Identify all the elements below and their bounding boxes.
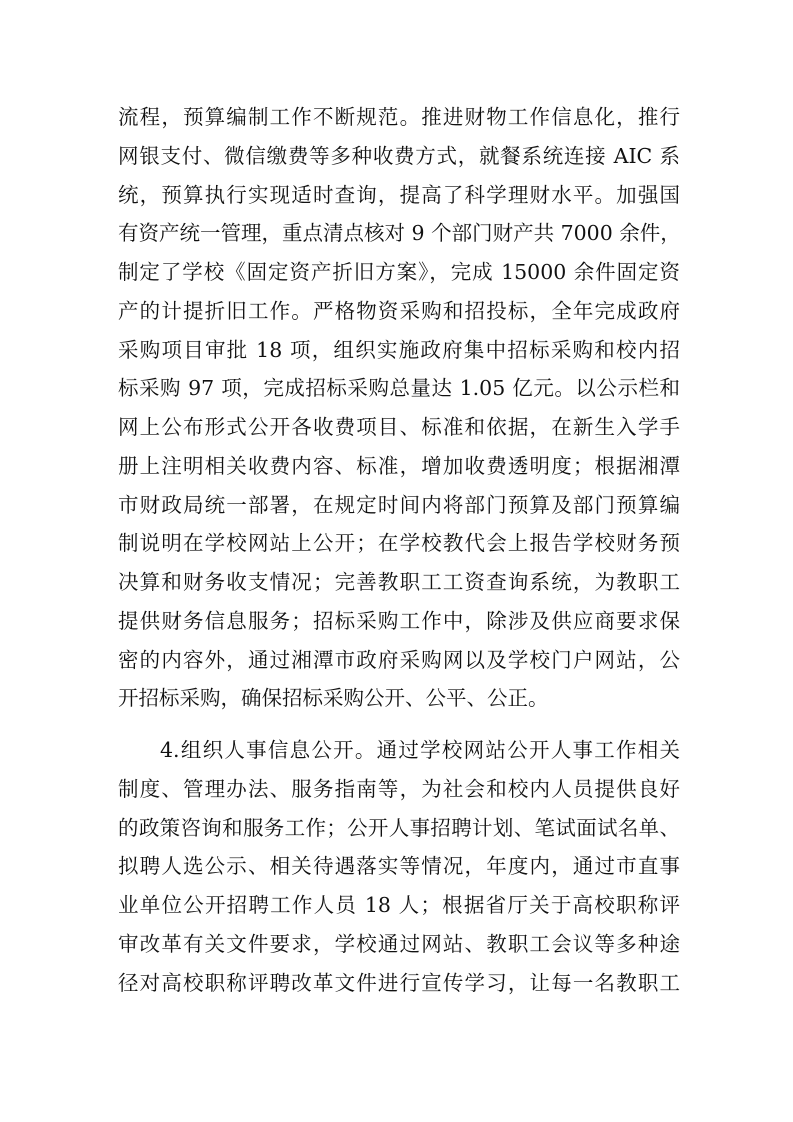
text-line: 流程，预算编制工作不断规范。推进财物工作信息化，推行 — [118, 105, 680, 129]
text-line: 决算和财务收支情况；完善教职工工资查询系统，为教职工 — [118, 570, 680, 594]
section-heading-line: 4.组织人事信息公开。通过学校网站公开人事工作相关 — [160, 738, 680, 762]
text-line: 的政策咨询和服务工作；公开人事招聘计划、笔试面试名单、 — [118, 815, 680, 840]
text-line: 册上注明相关收费内容、标准，增加收费透明度；根据湘潭 — [118, 453, 680, 478]
text-line: 统，预算执行实现适时查询，提高了科学理财水平。加强国 — [118, 182, 680, 207]
text-line: 网上公布形式公开各收费项目、标准和依据，在新生入学手 — [118, 415, 680, 439]
text-line: 制度、管理办法、服务指南等，为社会和校内人员提供良好 — [118, 776, 680, 801]
text-line: 提供财务信息服务；招标采购工作中，除涉及供应商要求保 — [118, 608, 680, 633]
text-line: 市财政局统一部署，在规定时间内将部门预算及部门预算编 — [118, 492, 680, 517]
text-line: 标采购 97 项，完成招标采购总量达 1.05 亿元。以公示栏和 — [118, 376, 680, 401]
text-line: 制定了学校《固定资产折旧方案》，完成 15000 余件固定资 — [118, 260, 680, 284]
text-line: 密的内容外，通过湘潭市政府采购网以及学校门户网站，公 — [118, 647, 680, 672]
text-line: 径对高校职称评聘改革文件进行宣传学习，让每一名教职工 — [118, 970, 680, 995]
text-line: 采购项目审批 18 项，组织实施政府集中招标采购和校内招 — [118, 337, 680, 362]
text-line: 网银支付、微信缴费等多种收费方式，就餐系统连接 AIC 系 — [118, 143, 680, 168]
text-line: 制说明在学校网站上公开；在学校教代会上报告学校财务预 — [118, 531, 680, 556]
text-line: 拟聘人选公示、相关待遇落实等情况，年度内，通过市直事 — [118, 854, 680, 879]
paragraph-finance-disclosure — [118, 98, 680, 718]
text-line: 有资产统一管理，重点清点核对 9 个部门财产共 7000 余件， — [118, 221, 681, 246]
text-line: 审改革有关文件要求，学校通过网站、教职工会议等多种途 — [118, 931, 680, 956]
paragraph-personnel-disclosure — [118, 731, 680, 1002]
text-line: 开招标采购，确保招标采购公开、公平、公正。 — [118, 686, 549, 711]
text-line: 业单位公开招聘工作人员 18 人；根据省厅关于高校职称评 — [118, 893, 680, 917]
text-line: 产的计提折旧工作。严格物资采购和招投标，全年完成政府 — [118, 298, 680, 323]
